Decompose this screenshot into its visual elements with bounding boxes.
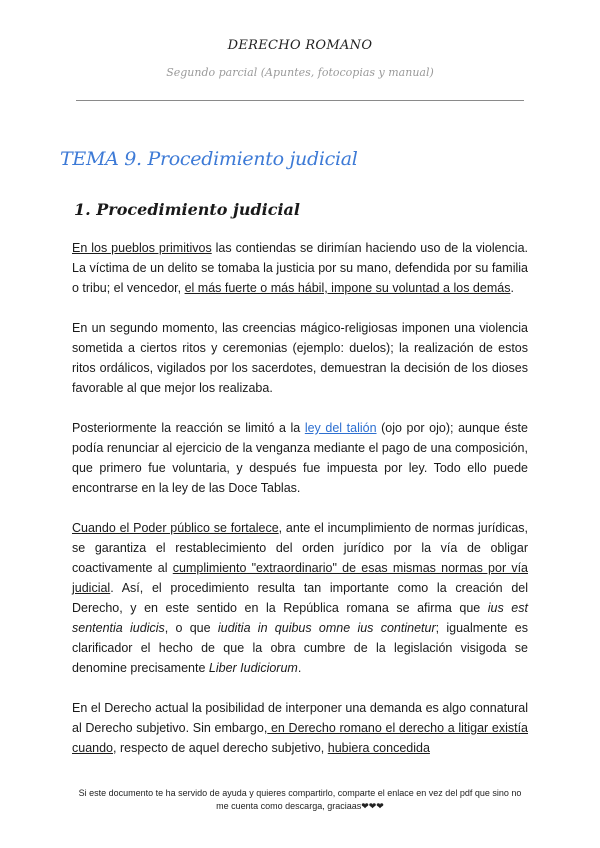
paragraph-4 [72, 518, 528, 678]
text-span: . [297, 661, 302, 675]
footer-line-2: me cuenta como descarga, graciaas❤❤❤ [216, 801, 384, 811]
paragraph-2: En un segundo momento, las creencias mágico-religiosas imponen una violencia sometida a ciertos ritos y ceremonias (ejemplo: duelos); la realización de estos ritos ordálicos, vigilados por los sacerdotes, demuestran la decisión de los dioses favorable al que mejor los realizaba. [72, 321, 528, 395]
text-span: En el Derecho actual la posibilidad de interponer una demanda es algo connatural al Derecho subjetivo. Sin embargo, [72, 701, 528, 735]
underlined-text: En los pueblos primitivos [72, 241, 212, 255]
text-span: Posteriormente la reacción se limitó a la [72, 421, 305, 435]
latin-quote: ius est sententia iudicis [72, 601, 528, 635]
paragraph-3 [72, 418, 528, 498]
underlined-text: el más fuerte o más hábil, impone su voluntad a los demás [184, 281, 511, 295]
tema-title: TEMA 9. Procedimiento judicial [60, 148, 358, 170]
latin-quote: iuditia in quibus omne ius continetur [217, 621, 436, 635]
text-span: , ante el incumplimiento de normas jurídicas, se garantiza el restablecimiento del orden jurídico por la vía de obligar coactivamente al [72, 521, 528, 575]
text-span: . Así, el procedimiento resulta tan importante como la creación del Derecho, y en este sentido en la República romana se afirma que [72, 581, 528, 615]
section-title: 1. Procedimiento judicial [74, 200, 300, 219]
body-text [72, 238, 528, 778]
footer-line-1: Si este documento te ha servido de ayuda y quieres compartirlo, comparte el enlace en vez del pdf que sino no [78, 788, 522, 798]
text-span: las contiendas se dirimían haciendo uso de la violencia. La víctima de un delito se tomaba la justicia por su mano, defendida por su familia o tribu; el vencedor, [72, 241, 528, 295]
header-subtitle: Segundo parcial (Apuntes, fotocopias y manual) [166, 66, 434, 79]
underlined-text: Cuando el Poder público se fortalece [72, 521, 279, 535]
paragraph-1 [72, 238, 528, 298]
underlined-text: en Derecho romano el derecho a litigar existía cuando [72, 721, 528, 755]
text-span: , o que [164, 621, 218, 635]
ley-del-talion-link[interactable]: ley del talión [304, 421, 377, 435]
footer-note [60, 787, 540, 813]
text-span: . [510, 281, 514, 295]
text-span: ; igualmente es clarificador el hecho de que la obra cumbre de la legislación visigoda se denomine precisamente [72, 621, 528, 675]
underlined-text: cumplimiento "extraordinario" de esas mismas normas por vía judicial [72, 561, 528, 595]
underlined-text: hubiera concedida [327, 741, 430, 755]
latin-title: Liber Iudiciorum [208, 661, 298, 675]
text-span: , respecto de aquel derecho subjetivo, [113, 741, 328, 755]
text-span: (ojo por ojo); aunque éste podía renunciar al ejercicio de la venganza mediante el pago de una composición, que primero fue voluntaria, y después fue impuesta por ley. Todo ello puede encontrarse en la ley de las Doce Tablas. [72, 421, 528, 495]
paragraph-5 [72, 698, 528, 758]
header-title: DERECHO ROMANO [227, 38, 373, 53]
header-divider [76, 100, 524, 101]
